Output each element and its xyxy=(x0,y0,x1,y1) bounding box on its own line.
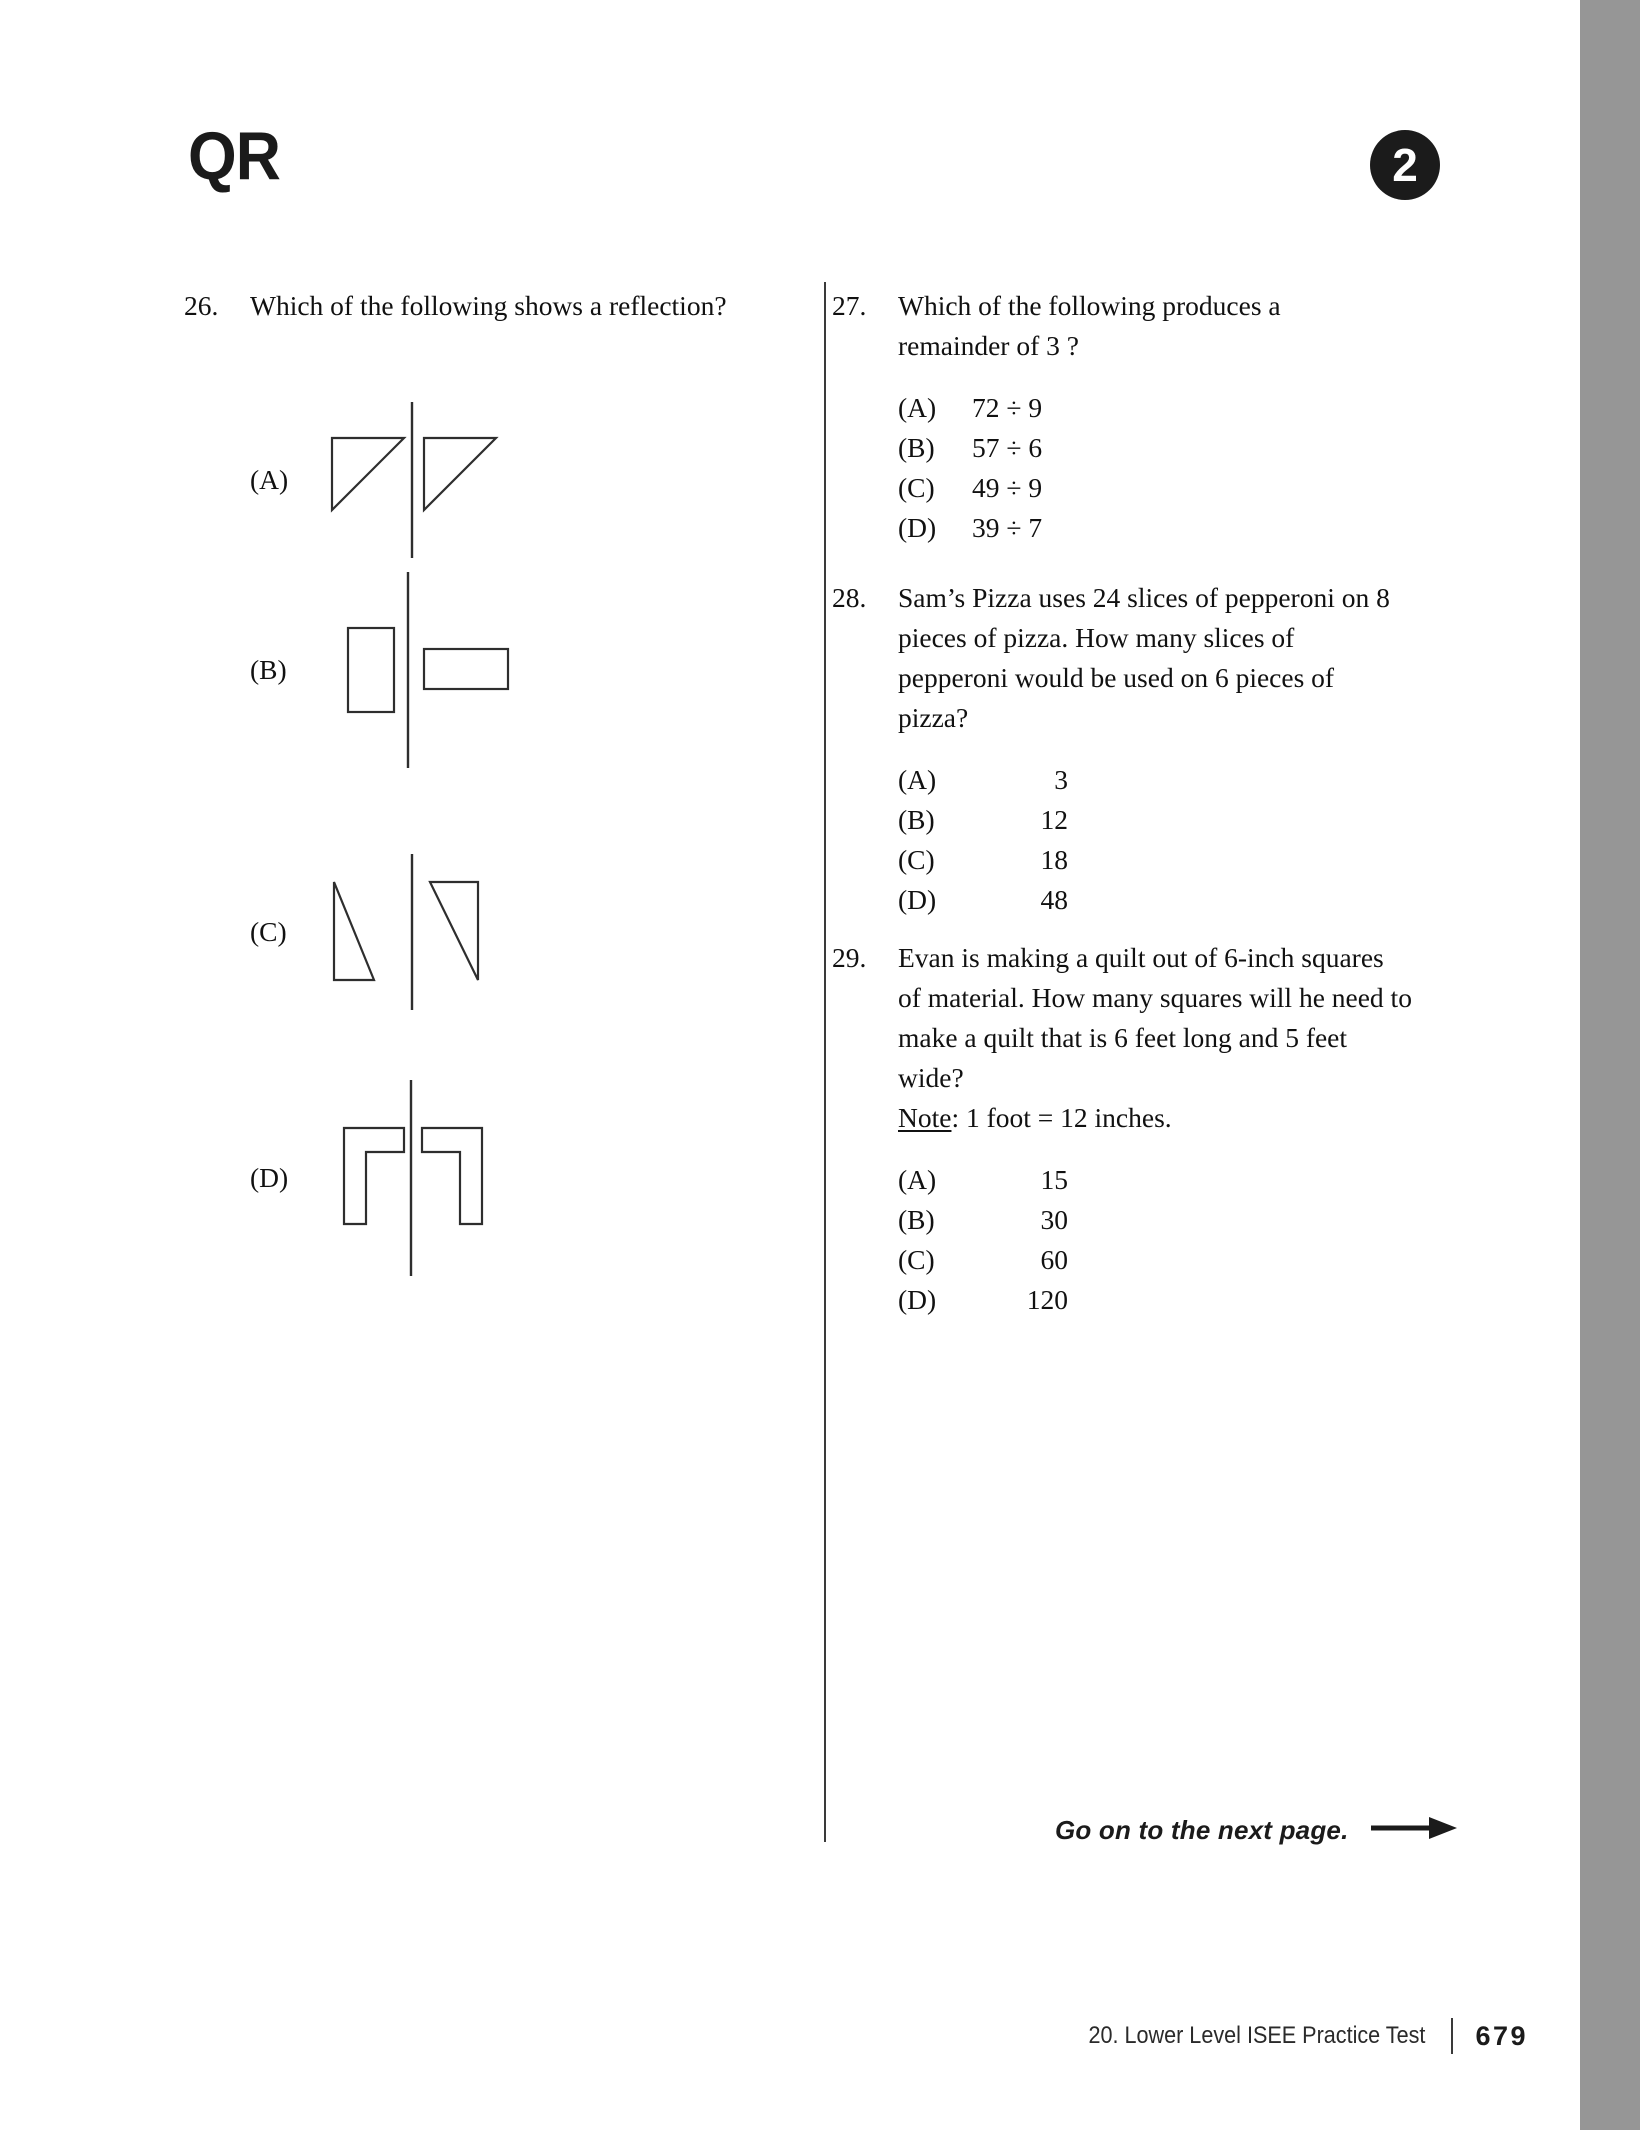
footer-divider xyxy=(1451,2018,1453,2054)
question-26-option-c-label: (C) xyxy=(250,916,287,947)
go-on-text: Go on to the next page. xyxy=(1055,1815,1349,1845)
question-28-choice-a[interactable] xyxy=(898,760,1402,800)
question-29-number: 29. xyxy=(832,942,867,973)
question-28-choice-c[interactable] xyxy=(898,840,1402,880)
question-26-stem: Which of the following shows a reflection? xyxy=(250,290,727,321)
section-code-label: QR xyxy=(188,118,280,194)
right-arrow-icon xyxy=(1371,1814,1457,1847)
choice-label: (A) xyxy=(898,764,937,795)
question-28 xyxy=(832,578,1402,920)
choice-label: (B) xyxy=(898,432,935,463)
translation-triangles-figure xyxy=(312,400,512,560)
question-27-choice-a[interactable] xyxy=(898,388,1392,428)
chapter-title: 20. Lower Level ISEE Practice Test xyxy=(1088,2022,1426,2049)
reflected-ell-shapes-figure xyxy=(312,1078,512,1278)
question-28-stem: Sam’s Pizza uses 24 slices of pepperoni on 8 pieces of pizza. How many slices of pepperoni would be used on 6 pieces of pizza? xyxy=(898,582,1390,733)
question-26-number: 26. xyxy=(184,290,219,321)
question-27-choice-b[interactable] xyxy=(898,428,1392,468)
choice-label: (D) xyxy=(898,884,937,915)
page-number: 679 xyxy=(1475,2020,1528,2051)
question-26-option-d-label: (D) xyxy=(250,1162,289,1193)
choice-value: 120 xyxy=(1026,1284,1068,1315)
question-27-stem: Which of the following produces a remainder of 3 ? xyxy=(898,290,1281,361)
question-29-choice-a[interactable] xyxy=(898,1160,1412,1200)
choice-value: 30 xyxy=(1040,1204,1068,1235)
choice-label: (D) xyxy=(898,1284,937,1315)
section-number-badge: 2 xyxy=(1370,130,1440,200)
question-26 xyxy=(184,286,744,326)
choice-value: 72 ÷ 9 xyxy=(972,392,1043,423)
choice-label: (A) xyxy=(898,1164,937,1195)
choice-label: (B) xyxy=(898,804,935,835)
question-27 xyxy=(832,286,1392,548)
choice-value: 3 xyxy=(1054,764,1068,795)
choice-value: 57 ÷ 6 xyxy=(972,432,1043,463)
choice-label: (D) xyxy=(898,512,937,543)
choice-label: (C) xyxy=(898,1244,935,1275)
question-26-option-b-label: (B) xyxy=(250,654,287,685)
question-27-number: 27. xyxy=(832,290,867,321)
choice-label: (B) xyxy=(898,1204,935,1235)
question-26-option-a-label: (A) xyxy=(250,464,289,495)
question-26-option-d[interactable] xyxy=(250,1078,512,1278)
choice-value: 12 xyxy=(1040,804,1068,835)
choice-value: 49 ÷ 9 xyxy=(972,472,1043,503)
question-29-stem: Evan is making a quilt out of 6-inch squares of material. How many squares will he need to make a quilt that is 6 feet long and 5 feet wide? xyxy=(898,942,1412,1093)
question-26-option-a[interactable] xyxy=(250,400,512,560)
choice-value: 18 xyxy=(1040,844,1068,875)
question-29-choices xyxy=(898,1160,1412,1320)
question-27-choices xyxy=(898,388,1392,548)
choice-value: 15 xyxy=(1040,1164,1068,1195)
question-28-choices xyxy=(898,760,1402,920)
go-on-notice xyxy=(1055,1814,1457,1847)
question-28-choice-b[interactable] xyxy=(898,800,1402,840)
question-26-option-c[interactable] xyxy=(250,852,512,1012)
question-28-choice-d[interactable] xyxy=(898,880,1402,920)
choice-label: (A) xyxy=(898,392,937,423)
rotated-rectangles-figure xyxy=(312,570,512,770)
page-footer xyxy=(0,2018,1528,2054)
question-29-note xyxy=(898,1098,1412,1138)
question-29-choice-c[interactable] xyxy=(898,1240,1412,1280)
question-29-note-text: : 1 foot = 12 inches. xyxy=(951,1102,1172,1133)
choice-value: 60 xyxy=(1040,1244,1068,1275)
rotated-triangles-figure xyxy=(312,852,512,1012)
question-29-choice-b[interactable] xyxy=(898,1200,1412,1240)
question-29 xyxy=(832,938,1412,1320)
choice-label: (C) xyxy=(898,472,935,503)
question-29-choice-d[interactable] xyxy=(898,1280,1412,1320)
question-27-choice-d[interactable] xyxy=(898,508,1392,548)
question-27-choice-c[interactable] xyxy=(898,468,1392,508)
question-29-note-label: Note xyxy=(898,1102,952,1133)
question-28-number: 28. xyxy=(832,582,867,613)
choice-label: (C) xyxy=(898,844,935,875)
choice-value: 39 ÷ 7 xyxy=(972,512,1043,543)
column-divider xyxy=(824,282,826,1842)
choice-value: 48 xyxy=(1040,884,1068,915)
question-26-option-b[interactable] xyxy=(250,570,512,770)
page-edge-gray-bar xyxy=(1580,0,1640,2130)
